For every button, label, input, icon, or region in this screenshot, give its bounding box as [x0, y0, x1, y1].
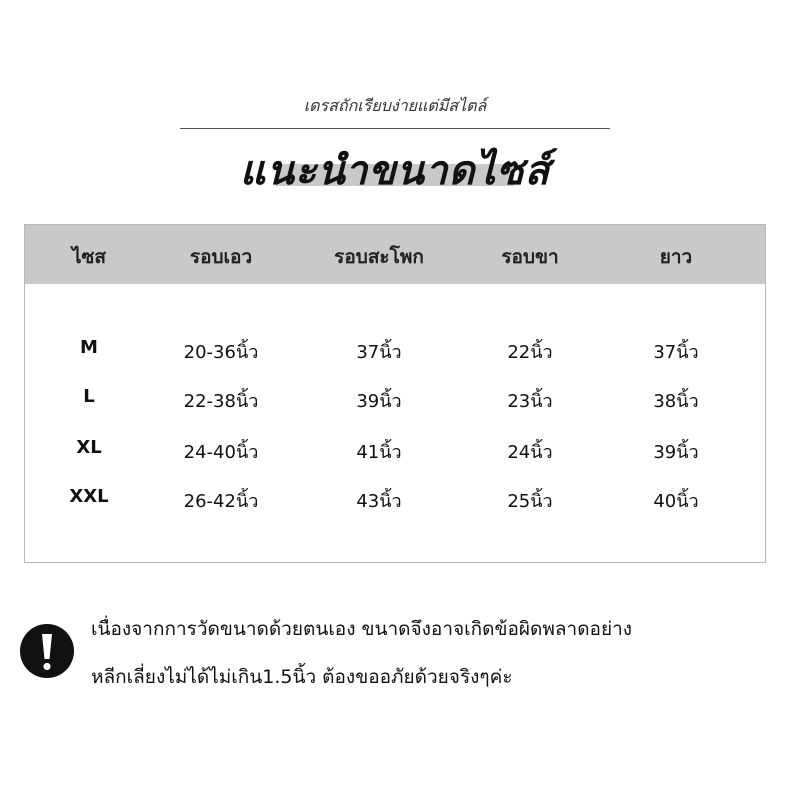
cell-length: 39นิ้ว — [653, 442, 699, 463]
cell-size: M — [80, 337, 98, 358]
cell-thigh: 25นิ้ว — [507, 491, 553, 512]
cell-waist: 20-36นิ้ว — [183, 342, 259, 363]
cell-length: 38นิ้ว — [653, 391, 699, 412]
column-header-length: ยาว — [659, 246, 693, 268]
cell-waist: 22-38นิ้ว — [183, 391, 259, 412]
size-table — [24, 224, 766, 563]
cell-hip: 43นิ้ว — [356, 491, 402, 512]
cell-size: XXL — [69, 486, 109, 507]
subtitle: เดรสถักเรียบง่ายแต่มีสไตล์ — [303, 96, 487, 115]
column-header-waist: รอบเอว — [189, 246, 253, 268]
cell-hip: 37นิ้ว — [356, 342, 402, 363]
cell-thigh: 24นิ้ว — [507, 442, 553, 463]
notice-line-2: หลีกเลี่ยงไม่ได้ไม่เกิน1.5นิ้ว ต้องขออภัยด้วยจริงๆค่ะ — [91, 666, 513, 688]
cell-length: 37นิ้ว — [653, 342, 699, 363]
column-header-size: ไซส — [71, 246, 107, 268]
cell-size: XL — [76, 437, 102, 458]
column-header-thigh: รอบขา — [501, 246, 559, 268]
table-header — [25, 225, 765, 284]
column-header-hip: รอบสะโพก — [334, 246, 424, 268]
cell-thigh: 23นิ้ว — [507, 391, 553, 412]
cell-waist: 26-42นิ้ว — [183, 491, 259, 512]
cell-size: L — [83, 386, 95, 407]
cell-waist: 24-40นิ้ว — [183, 442, 259, 463]
notice-line-1: เนื่องจากการวัดขนาดด้วยตนเอง ขนาดจึงอาจเกิดข้อผิดพลาดอย่าง — [91, 618, 633, 640]
divider — [180, 128, 610, 129]
cell-thigh: 22นิ้ว — [507, 342, 553, 363]
cell-length: 40นิ้ว — [653, 491, 699, 512]
exclamation-icon — [20, 624, 74, 678]
page-title: แนะนำขนาดไซส์ — [239, 148, 551, 194]
cell-hip: 39นิ้ว — [356, 391, 402, 412]
cell-hip: 41นิ้ว — [356, 442, 402, 463]
